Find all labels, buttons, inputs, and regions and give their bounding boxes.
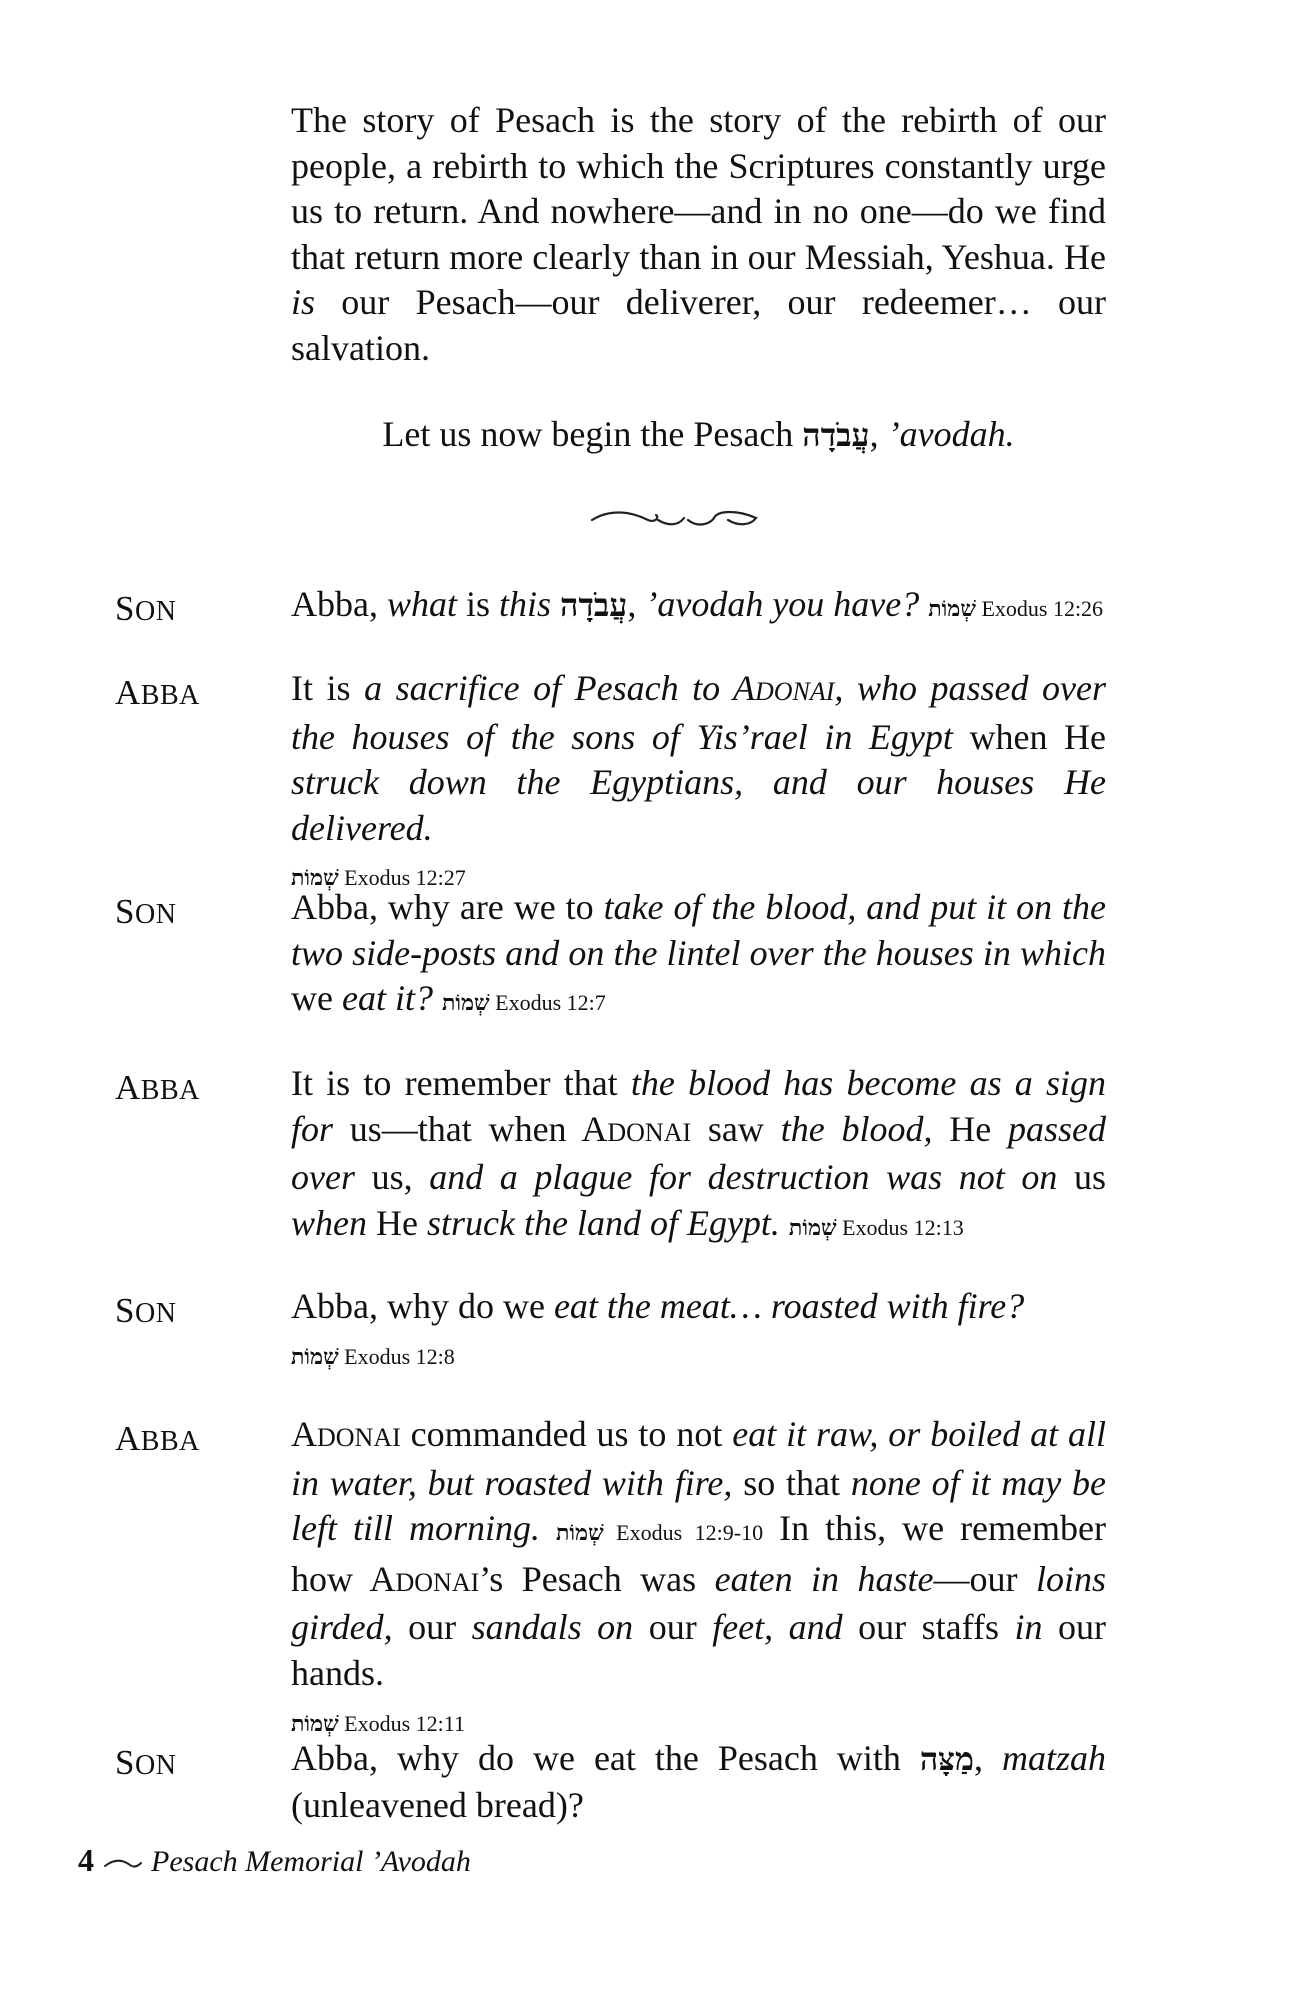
speaker-abba: ABBA — [115, 1068, 200, 1107]
speaker-son: SON — [115, 1743, 177, 1782]
intro-paragraph — [291, 98, 1106, 372]
dialogue-abba-2: It is to remember that the blood has become as a sign for us—that when ADONAI saw the blood, He passed over us, and a plague for destruction was not on us when He struck the land of Egypt. שְׁמוֹת Exodus 12:13 — [291, 1063, 1107, 1243]
speaker-son: SON — [115, 892, 177, 931]
scripture-ref: שְׁמוֹת Exodus 12:9-10 — [556, 1520, 764, 1547]
hebrew-matzah: מַצָּה — [919, 1740, 974, 1778]
dialogue-son-1: Abba, what is this עֲבֹדָה, ’avodah you have? שְׁמוֹת Exodus 12:26 — [291, 584, 1104, 624]
scripture-ref: שְׁמוֹת Exodus 12:7 — [441, 990, 606, 1017]
speaker-abba: ABBA — [115, 673, 200, 712]
dialogue-son-3: Abba, why do we eat the meat… roasted with fire? שְׁמוֹת Exodus 12:8 — [291, 1286, 1025, 1370]
flourish-ornament-icon — [588, 506, 760, 530]
running-title: Pesach Memorial ’Avodah — [151, 1845, 471, 1878]
dialogue-abba-1: It is a sacrifice of Pesach to ADONAI, who passed over the houses of the sons of Yis’rael in Egypt when He struck down the Egyptians, and our houses He delivered. שְׁמוֹת Exodus 12:27 — [291, 668, 1107, 892]
speaker-son: SON — [115, 1291, 177, 1330]
scripture-ref: שְׁמוֹת Exodus 12:27 — [291, 865, 466, 892]
begin-text-c: ’avodah. — [887, 414, 1015, 454]
page-number: 4 — [78, 1842, 94, 1878]
scripture-ref: שְׁמוֹת Exodus 12:13 — [788, 1214, 964, 1241]
intro-text-a: The story of Pesach is the story of the rebirth of our people, a rebirth to which the Scriptures constantly urge us to return. And nowhere—and in no one—do we find that return more clearly than in our Messiah, Yeshua. He — [291, 100, 1106, 277]
begin-line — [291, 412, 1106, 458]
speaker-abba: ABBA — [115, 1419, 200, 1458]
speaker-son: SON — [115, 589, 177, 628]
hebrew-avodah: עֲבֹדָה — [560, 586, 628, 624]
scripture-ref: שְׁמוֹת Exodus 12:26 — [928, 596, 1104, 622]
begin-hebrew: עֲבֹדָה — [802, 416, 870, 454]
intro-text-is: is — [291, 282, 316, 323]
intro-text-b: our Pesach—our deliverer, our redeemer… our salvation. — [291, 282, 1106, 368]
dialogue-abba-3: ADONAI commanded us to not eat it raw, or boiled at all in water, but roasted with fire, so that none of it may be left till morning. שְׁמוֹת Exodus 12:9-10 In this, we remember how ADONAI’s Pesach was eaten in haste—our loins girded, our sandals on our feet, and our staffs in our hands. שְׁמוֹת Exodus 12:11 — [291, 1414, 1107, 1737]
page-footer — [78, 1842, 471, 1879]
begin-text-a: Let us now begin the Pesach — [382, 414, 803, 454]
begin-text-b: , — [869, 414, 888, 454]
flourish-icon — [102, 1857, 144, 1871]
scripture-ref: שְׁמוֹת Exodus 12:8 — [291, 1343, 455, 1370]
dialogue-son-4: Abba, why do we eat the Pesach with מַצָּה, matzah (unleavened bread)? — [291, 1738, 1107, 1825]
dialogue-son-2: Abba, why are we to take of the blood, and put it on the two side-posts and on the lintel over the houses in which we eat it? שְׁמוֹת Exodus 12:7 — [291, 887, 1106, 1019]
scripture-ref: שְׁמוֹת Exodus 12:11 — [291, 1710, 465, 1737]
